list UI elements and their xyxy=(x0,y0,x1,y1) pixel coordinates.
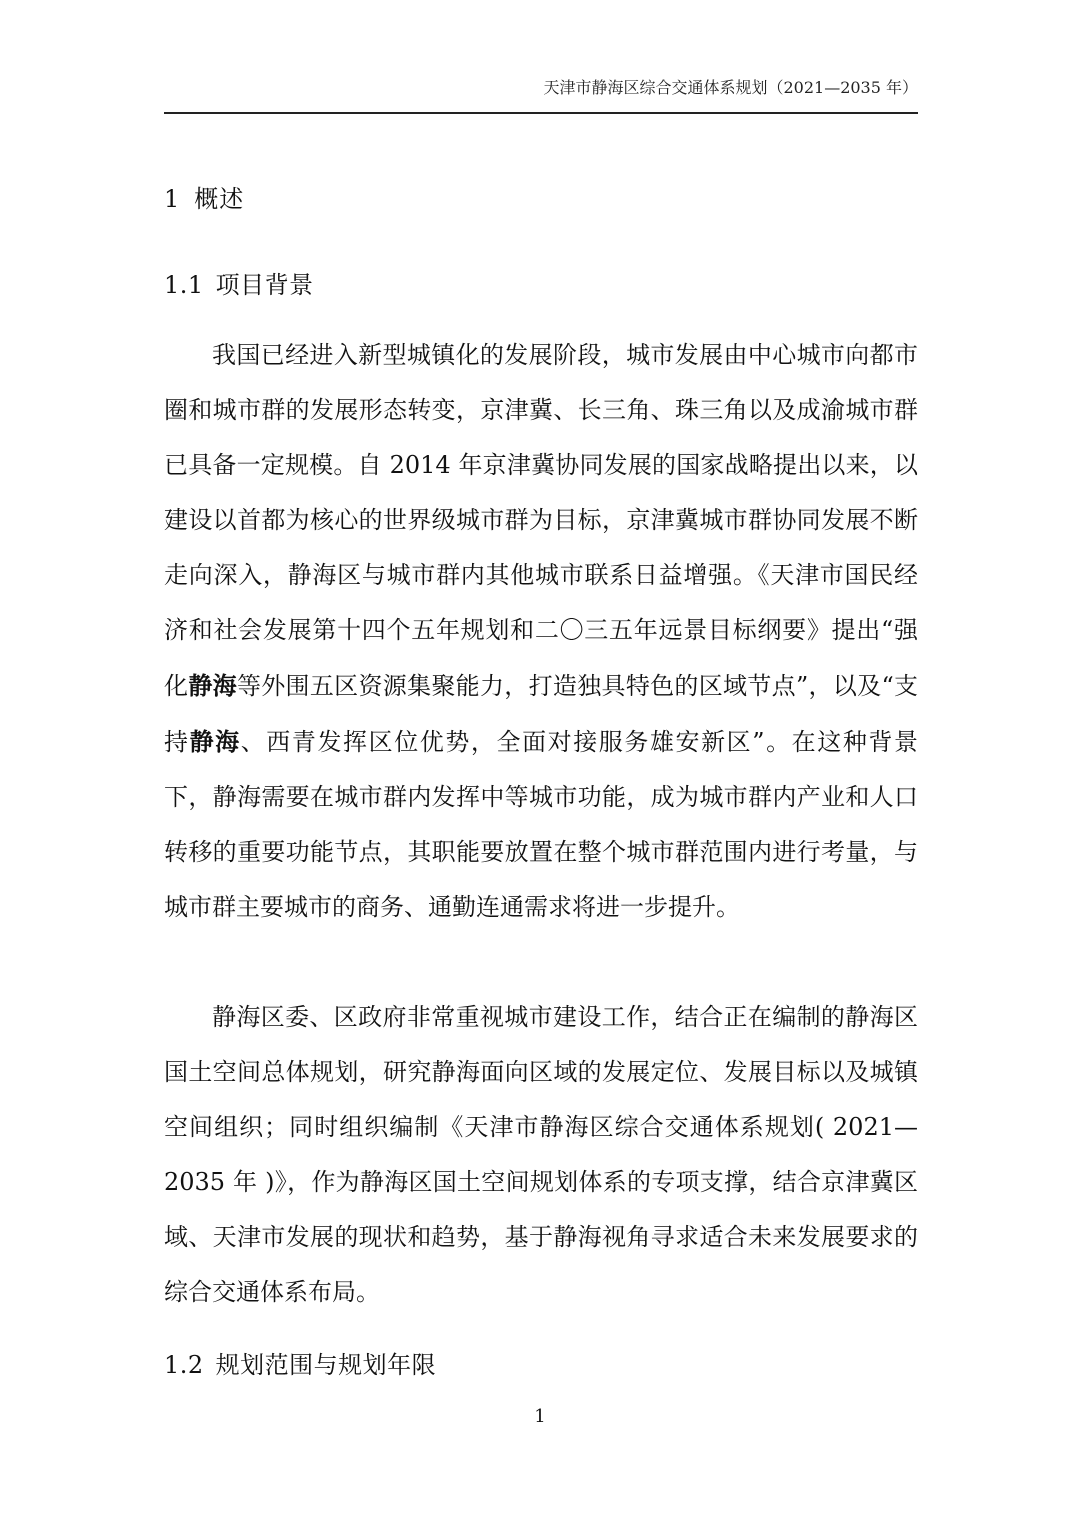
emphasis-text: 静海 xyxy=(189,727,241,756)
running-header: 天津市静海区综合交通体系规划（2021—2035 年） xyxy=(543,78,918,97)
chapter-number: 1 xyxy=(164,185,181,213)
paragraph-text: 、西青发挥区位优势，全面对接服务雄安新区”。在这种背景下，静海需要在城市群内发挥中等城市功能，成为城市群内产业和人口转移的重要功能节点，其职能要放置在整个城市群范围内进行考量，与城市群主要城市的商务、通勤连通需求将进一步提升。 xyxy=(164,728,918,921)
section-title: 项目背景 xyxy=(215,271,314,299)
paragraph-text: 等外围五区资源集聚能力，打造独具特色的区域节点”，以及“支持 xyxy=(164,672,919,756)
section-heading-1-2 xyxy=(164,1348,436,1382)
chapter-title: 概述 xyxy=(194,185,245,213)
chapter-heading xyxy=(164,182,244,216)
section-heading-1-1 xyxy=(164,268,314,302)
section-number: 1.1 xyxy=(164,271,204,299)
section-title: 规划范围与规划年限 xyxy=(215,1351,437,1379)
body-paragraph-2: 静海区委、区政府非常重视城市建设工作，结合正在编制的静海区国土空间总体规划，研究静海面向区域的发展定位、发展目标以及城镇空间组织；同时组织编制《天津市静海区综合交通体系规划( 2021—2035 年 )》，作为静海区国土空间规划体系的专项支撑，结合京津冀区域、天津市发展的现状和趋势，基于静海视角寻求适合未来发展要求的综合交通体系布局。 xyxy=(164,1003,918,1306)
emphasis-text: 静海 xyxy=(188,671,237,700)
page-number: 1 xyxy=(534,1406,546,1427)
header-rule xyxy=(164,112,918,114)
body-paragraph-1 xyxy=(164,328,918,935)
section-number: 1.2 xyxy=(164,1351,204,1379)
paragraph-text: 我国已经进入新型城镇化的发展阶段，城市发展由中心城市向都市圈和城市群的发展形态转变，京津冀、长三角、珠三角以及成渝城市群已具备一定规模。自 2014 年京津冀协同发展的国家战略提出以来，以建设以首都为核心的世界级城市群为目标，京津冀城市群协同发展不断走向深入，静海区与城市群内其他城市联系日益增强。《天津市国民经济和社会发展第十四个五年规划和二〇三五年远景目标纲要》提出“强化 xyxy=(164,341,918,700)
